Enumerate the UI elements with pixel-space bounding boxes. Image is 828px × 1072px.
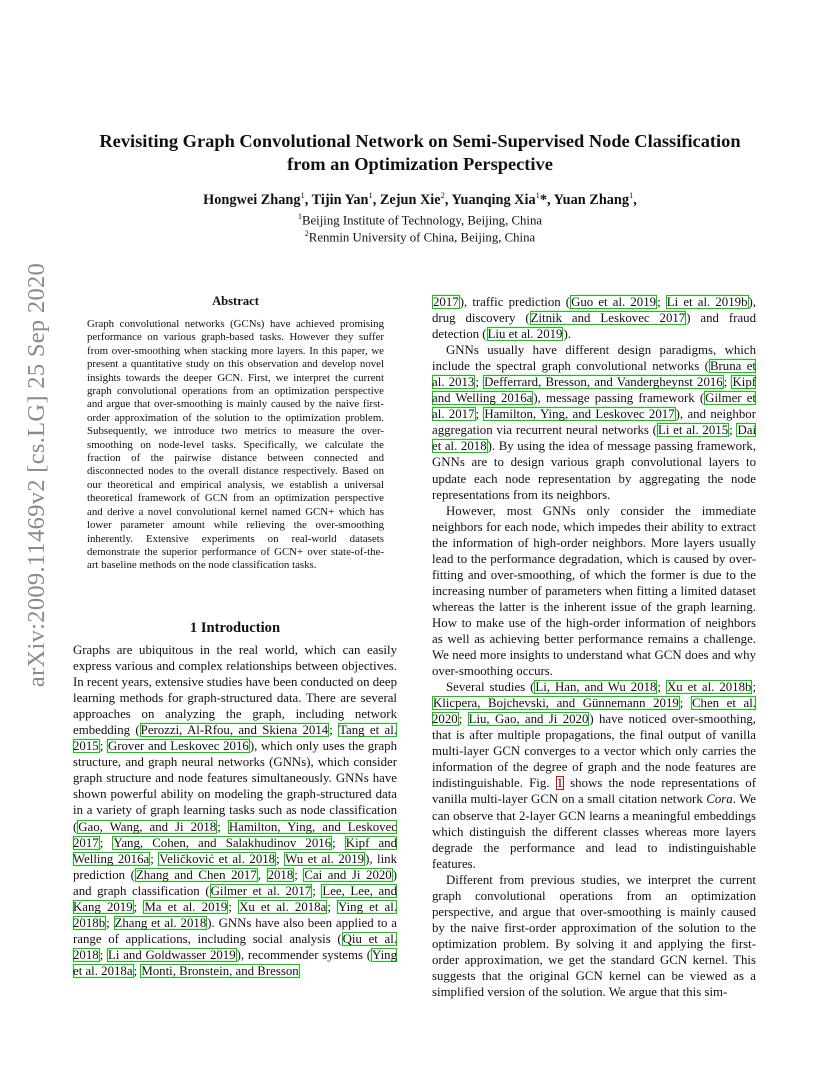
- body-text: ;: [276, 851, 285, 866]
- body-column-left: [73, 642, 397, 979]
- body-text: ;: [332, 835, 345, 850]
- body-text: However, most GNNs only consider the immediate neighbors for each node, which impedes their ability to extract the information of high-order neighbors. More layers usually lead to the performance degradation, which is caused by over-fitting and over-smoothing, of which the former is due to the increasing number of parameters when fitting a limited dataset whereas the latter is the inherent issue of the graph learning. How to make use of the high-order information of neighbors as well as achieving better performance remains a challenge. We need more insights to understand what GCN does and why over-smoothing occurs.: [432, 503, 756, 679]
- body-text: ;: [312, 883, 322, 898]
- citation-link[interactable]: Dai et al. 2018: [432, 423, 757, 454]
- affiliation-text: Beijing Institute of Technology, Beijing, China: [301, 213, 543, 228]
- citation-link[interactable]: Tang et al. 2015: [73, 723, 397, 754]
- abstract-heading: Abstract: [212, 294, 259, 308]
- citation-link[interactable]: Gilmer et al. 2017: [210, 883, 312, 898]
- citation-link[interactable]: Li, Han, and Wu 2018: [535, 680, 657, 695]
- citation-link[interactable]: Ying et al. 2018a: [73, 947, 397, 978]
- affiliation-mark: 2: [304, 229, 309, 238]
- abstract-body: Graph convolutional networks (GCNs) have achieved promising performance on various graph-based tasks. However they suffer from over-smoothing when stacking more layers. In this paper, we present a quantitative study on this observation and develop novel insights towards the deeper GCN. First, we interpret the current graph convolutional operations from an optimization perspective and argue that over-smoothing is mainly caused by the naive first-order approximation of the solution to the optimization problem. Subsequently, we introduce two metrics to measure the over-smoothing on node-level tasks. Specifically, we calculate the fraction of the pairwise distance between connected and disconnected nodes to the overall distance respectively. Based on our theoretical and empirical analysis, we establish a universal theoretical framework of GCN from an optimization perspective and derive a novel convolutional kernel named GCN+ which has lower parameter amount while relieving the over-smoothing inherently. Extensive experiments on real-world datasets demonstrate the superior performance of GCN+ over state-of-the-art baseline methods on the node classification tasks.: [87, 318, 384, 572]
- body-text: ;: [294, 867, 304, 882]
- body-text: ;: [329, 723, 339, 738]
- body-text: ), recommender systems (: [236, 947, 372, 962]
- body-text: ), which only uses the graph structure, and graph neural networks (GNNs), which consider graph structure and node features simultaneously. GNNs have shown powerful ability on modeling the graph-structured data in a variety of graph learning tasks such as node classification (: [73, 739, 398, 834]
- body-text: ), drug discovery (: [432, 295, 756, 326]
- paragraph: [73, 642, 397, 979]
- citation-link[interactable]: Zitnik and Leskovec 2017: [530, 311, 686, 326]
- author-affiliation-mark: 1: [535, 190, 540, 200]
- body-text: . We can observe that 2-layer GCN learns a meaningful embeddings which distinguish the different classes whereas more layers degrade the performance and lead to indistinguishable features.: [432, 792, 756, 871]
- paper-title-line: from an Optimization Perspective: [287, 154, 553, 174]
- paragraph: [432, 294, 756, 342]
- citation-link[interactable]: Wu et al. 2019: [285, 851, 365, 866]
- citation-link[interactable]: Monti, Bronstein, and Bresson: [141, 963, 299, 978]
- body-text: ;: [133, 899, 144, 914]
- body-text: ;: [228, 899, 239, 914]
- body-text: ;: [106, 915, 114, 930]
- affiliation: [60, 229, 780, 245]
- author-name: Yuanqing Xia: [451, 191, 536, 208]
- citation-link[interactable]: Li et al. 2015: [657, 423, 729, 438]
- affiliation: [60, 212, 780, 228]
- body-text: ;: [723, 375, 732, 390]
- author-affiliation-mark: 2: [440, 190, 445, 200]
- citation-link[interactable]: Hamilton, Ying, and Leskovec 2017: [484, 407, 675, 422]
- author-separator: ,: [304, 191, 312, 208]
- affiliation-mark: 1: [297, 212, 302, 221]
- citation-link[interactable]: Xu et al. 2018b: [667, 680, 752, 695]
- paragraph: [432, 872, 756, 1000]
- body-text: ;: [729, 423, 737, 438]
- citation-link[interactable]: Guo et al. 2019: [571, 295, 657, 309]
- body-text: ;: [99, 947, 108, 962]
- body-text: Different from previous studies, we interpret the current graph convolutional operations from an optimization perspective, and argue that over-smoothing is mainly caused by the naive first-order approximation of the solution to the optimization problem. By solving it and applying the first-order approximation, we get the standard GCN kernel. This suggests that the original GCN kernel can be viewed as a simplified version of the solution. We argue that this sim-: [432, 872, 756, 1000]
- body-text: ;: [475, 407, 484, 422]
- author-list: [60, 190, 780, 209]
- citation-link[interactable]: Li and Goldwasser 2019: [108, 947, 236, 962]
- body-text: ;: [327, 899, 338, 914]
- author-name: Hongwei Zhang: [203, 191, 301, 208]
- citation-link[interactable]: Hamilton, Ying, and Leskovec 2017: [73, 819, 398, 850]
- citation-link[interactable]: Ma et al. 2019: [144, 899, 228, 914]
- author-affiliation-mark: 1: [368, 190, 373, 200]
- citation-link[interactable]: Kipf and Welling 2016a: [432, 375, 757, 406]
- citation-link[interactable]: Ying et al. 2018b: [73, 899, 398, 930]
- paragraph: [432, 679, 756, 872]
- body-text: GNNs usually have different design paradigms, which include the spectral graph convolutional networks (: [432, 343, 756, 374]
- citation-link[interactable]: Perozzi, Al-Rfou, and Skiena 2014: [140, 723, 329, 738]
- author-separator: *,: [539, 191, 554, 208]
- citation-link[interactable]: Kipf and Welling 2016a: [73, 835, 397, 866]
- body-text: ) have noticed over-smoothing, that is after multiple propagations, the final output of vanilla multi-layer GCN converges to a vector which only carries the information of the degree of graph and the node features are indistinguishable. Fig.: [432, 712, 756, 791]
- body-text: ;: [217, 819, 228, 834]
- body-text: ). GNNs have also been applied to a range of applications, including social analysis (: [73, 915, 398, 946]
- citation-link[interactable]: Grover and Leskovec 2016: [107, 739, 249, 754]
- body-text: ), message passing framework (: [533, 391, 705, 406]
- citation-link[interactable]: Gilmer et al. 2017: [432, 391, 756, 422]
- author-name: Zejun Xie: [379, 191, 441, 208]
- citation-link[interactable]: Li et al. 2019b: [666, 295, 748, 309]
- author-separator: ,: [372, 191, 380, 208]
- citation-link[interactable]: Bruna et al. 2013: [432, 359, 756, 390]
- body-text: Several studies (: [446, 680, 535, 695]
- body-text: ) and fraud detection (: [432, 311, 756, 342]
- body-text: ;: [679, 696, 691, 711]
- body-text: ;: [458, 712, 468, 727]
- body-text: ) and graph classification (: [73, 867, 398, 898]
- body-text: ;: [657, 295, 666, 309]
- paper-title: [60, 130, 780, 176]
- author-affiliation-mark: 1: [300, 190, 305, 200]
- body-text: ), traffic prediction (: [459, 295, 571, 309]
- citation-link[interactable]: Xu et al. 2018a: [239, 899, 327, 914]
- body-text: ;: [133, 963, 141, 978]
- citation-link[interactable]: Cai and Ji 2020: [304, 867, 392, 882]
- body-text: ,: [257, 867, 267, 882]
- author-name: Yuan Zhang: [553, 191, 630, 208]
- body-text: ;: [99, 739, 107, 754]
- body-text: ;: [99, 835, 113, 850]
- body-text: ;: [150, 851, 159, 866]
- arxiv-identifier-stamp: [20, 262, 54, 688]
- italic-text: Cora: [706, 792, 733, 807]
- citation-link[interactable]: Chen et al. 2020: [432, 696, 757, 727]
- author-affiliation-mark: 1: [629, 190, 634, 200]
- body-column-right: [432, 294, 756, 1000]
- body-text: shows the node representations of vanilla multi-layer GCN on a small citation network: [432, 776, 756, 807]
- body-text: ;: [475, 375, 484, 390]
- citation-link[interactable]: Defferrard, Bresson, and Vandergheynst 2016: [484, 375, 723, 390]
- citation-link[interactable]: Gao, Wang, and Ji 2018: [78, 819, 217, 834]
- citation-link[interactable]: Zhang and Chen 2017: [135, 867, 257, 882]
- section-heading-introduction: 1 Introduction: [189, 620, 281, 636]
- citation-link[interactable]: Yang, Cohen, and Salakhudinov 2016: [113, 835, 332, 850]
- body-text: Graphs are ubiquitous in the real world, which can easily express various and complex relationships between objectives. In recent years, extensive studies have been conducted on deep learning methods for graph-structured data. There are several approaches on analyzing the graph, including network embedding (: [73, 643, 397, 738]
- body-text: ).: [563, 327, 571, 342]
- affiliation-text: Renmin University of China, Beijing, China: [308, 230, 536, 245]
- author-separator: ,: [444, 191, 452, 208]
- body-text: ;: [752, 680, 757, 695]
- citation-link[interactable]: Lee, Lee, and Kang 2019: [73, 883, 398, 914]
- body-text: ;: [657, 680, 667, 695]
- author-name: Tijin Yan: [311, 191, 369, 208]
- paper-title-line: Revisiting Graph Convolutional Network on Semi-Supervised Node Classification: [99, 131, 741, 151]
- body-text: ), and neighbor aggregation via recurrent neural networks (: [432, 407, 756, 438]
- paragraph: [432, 342, 756, 502]
- citation-link[interactable]: Qiu et al. 2018: [73, 931, 398, 962]
- author-separator: ,: [633, 191, 637, 208]
- citation-link[interactable]: 2018: [267, 867, 294, 882]
- body-text: ). By using the idea of message passing framework, GNNs are to design various graph convolutional layers to update each node representation by aggregating the node representations from its neighbors.: [432, 439, 757, 502]
- citation-link[interactable]: Veličković et al. 2018: [159, 851, 276, 866]
- citation-link[interactable]: 2017: [433, 295, 459, 309]
- citation-link[interactable]: Zhang et al. 2018: [114, 915, 207, 930]
- citation-link[interactable]: Liu, Gao, and Ji 2020: [468, 712, 589, 727]
- body-text: ), link prediction (: [73, 851, 398, 882]
- citation-link[interactable]: Liu et al. 2019: [487, 327, 563, 342]
- citation-link[interactable]: Klicpera, Bojchevski, and Günnemann 2019: [433, 696, 679, 711]
- paragraph: [432, 503, 756, 680]
- figure-reference-link[interactable]: 1: [556, 776, 564, 791]
- arxiv-identifier-text: arXiv:2009.11469v2 [cs.LG] 25 Sep 2020: [23, 262, 50, 688]
